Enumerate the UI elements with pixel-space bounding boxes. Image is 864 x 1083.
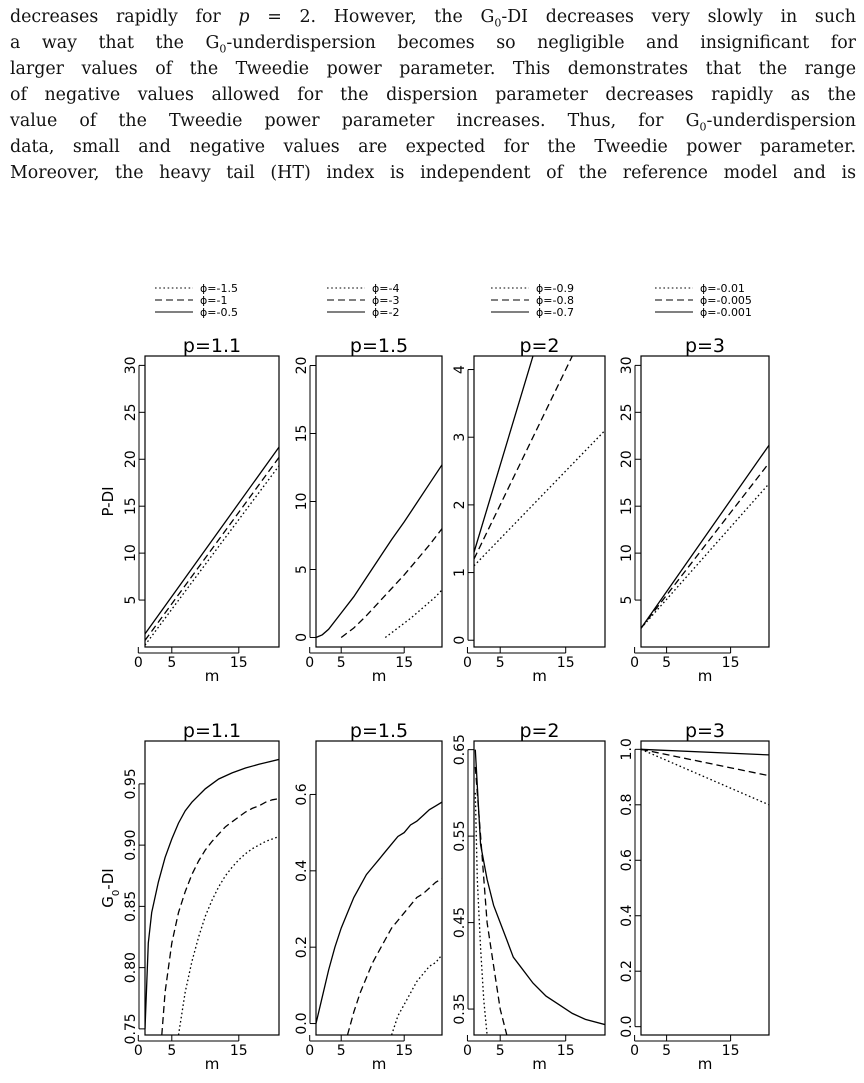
series-line	[474, 356, 572, 559]
series-line	[641, 445, 769, 628]
legend-label: ϕ=-1	[200, 294, 228, 307]
plot-frame	[316, 741, 442, 1035]
legend-label: ϕ=-0.8	[536, 294, 574, 307]
y-tick-label: 1.0	[619, 738, 635, 761]
legend-label: ϕ=-0.7	[536, 306, 574, 319]
y-tick-label: 0.2	[619, 960, 635, 983]
series-line	[145, 466, 279, 645]
plot-frame	[641, 741, 769, 1035]
x-tick-label: 15	[395, 1043, 414, 1059]
series-line	[145, 447, 279, 634]
panel-0-0	[99, 335, 279, 685]
y-tick-label: 0.90	[123, 829, 139, 861]
panel-title: p=3	[684, 720, 726, 742]
x-tick-label: 0	[630, 1043, 640, 1059]
x-axis-label: m	[697, 667, 713, 685]
panel-1-0	[99, 720, 279, 1073]
legend-label: ϕ=-0.9	[536, 282, 574, 295]
y-tick-label: 15	[123, 497, 139, 516]
x-tick-label: 0	[133, 1043, 143, 1059]
y-tick-label: 0.35	[452, 993, 468, 1025]
x-tick-label: 15	[229, 1043, 248, 1059]
y-axis-label: $G_0-DI$	[99, 868, 122, 908]
series-line	[179, 837, 280, 1036]
x-axis-label: m	[532, 1055, 547, 1073]
y-tick-label: 0.0	[294, 1012, 310, 1035]
series-line	[641, 749, 769, 805]
series-line	[641, 484, 769, 629]
x-tick-label: 15	[556, 1043, 575, 1059]
series-line	[348, 879, 443, 1036]
panel-title: p=3	[684, 335, 726, 357]
x-axis-label: m	[204, 1055, 220, 1073]
y-tick-label: 0.0	[619, 1015, 635, 1038]
legend-label: ϕ=-4	[372, 282, 400, 295]
y-axis-label: P-DI	[99, 486, 117, 517]
legend-label: ϕ=-0.5	[200, 306, 238, 319]
paragraph-line: larger values of the Tweedie power parameter. This demonstrates that the range	[10, 59, 856, 79]
paragraph-line: data, small and negative values are expected for the Tweedie power parameter.	[10, 137, 856, 157]
y-tick-label: 20	[294, 356, 310, 375]
paragraph-line: of negative values allowed for the dispersion parameter decreases rapidly as the	[10, 85, 856, 105]
series-line	[641, 749, 769, 775]
y-tick-label: 30	[123, 356, 139, 375]
y-tick-label: 0.2	[294, 936, 310, 959]
y-tick-label: 0.4	[294, 859, 310, 882]
x-tick-label: 5	[167, 655, 177, 671]
y-tick-label: 0.95	[123, 768, 139, 800]
panel-title: p=1.5	[349, 335, 409, 357]
y-tick-label: 5	[294, 565, 310, 574]
y-tick-label: 0	[294, 633, 310, 642]
x-axis-label: m	[204, 667, 220, 685]
body-paragraph	[10, 4, 856, 186]
series-line	[385, 590, 442, 638]
x-tick-label: 15	[395, 655, 414, 671]
x-tick-label: 5	[662, 655, 672, 671]
y-tick-label: 0.6	[619, 849, 635, 872]
x-tick-label: 0	[462, 655, 472, 671]
x-axis-label: m	[697, 1055, 713, 1073]
y-tick-label: 0.85	[123, 890, 139, 922]
y-tick-label: 0.55	[452, 820, 468, 852]
panel-1-1	[294, 720, 442, 1073]
paragraph-line: Moreover, the heavy tail (HT) index is independent of the reference model and is	[10, 163, 856, 183]
y-tick-label: 0.8	[619, 793, 635, 816]
y-tick-label: 0.65	[452, 734, 468, 766]
x-tick-label: 15	[229, 655, 248, 671]
y-tick-label: 25	[619, 403, 635, 422]
x-tick-label: 0	[462, 1043, 472, 1059]
legend-label: ϕ=-0.005	[700, 294, 752, 307]
legend-label: ϕ=-0.001	[700, 306, 752, 319]
plot-frame	[316, 356, 442, 647]
panel-title: p=1.5	[349, 720, 409, 742]
plot-frame	[474, 356, 605, 647]
x-tick-label: 0	[305, 655, 315, 671]
y-tick-label: 10	[123, 544, 139, 563]
y-tick-label: 0.4	[619, 904, 635, 927]
panel-1-2	[452, 720, 605, 1073]
plot-frame	[474, 741, 605, 1035]
panel-0-3	[619, 335, 769, 685]
y-tick-label: 15	[294, 424, 310, 443]
series-line	[316, 802, 442, 1023]
series-line	[341, 529, 442, 638]
x-tick-label: 5	[167, 1043, 177, 1059]
y-tick-label: 15	[619, 497, 635, 516]
plot-frame	[641, 356, 769, 647]
x-tick-label: 0	[133, 655, 143, 671]
x-axis-label: m	[371, 667, 387, 685]
legend-label: ϕ=-3	[372, 294, 400, 307]
series-line	[162, 799, 279, 1035]
series-line	[475, 793, 487, 1035]
series-line	[641, 463, 769, 628]
x-tick-label: 15	[721, 655, 740, 671]
legend-label: ϕ=-2	[372, 306, 400, 319]
y-tick-label: 4	[452, 365, 468, 374]
x-tick-label: 5	[336, 655, 346, 671]
y-tick-label: 10	[294, 492, 310, 511]
panel-title: p=2	[519, 335, 560, 357]
y-tick-label: 5	[619, 595, 635, 605]
paragraph-line: decreases rapidly for p = 2. However, the $G_0-DI$ decreases very slowly in such	[10, 7, 856, 30]
x-tick-label: 5	[495, 1043, 505, 1059]
panel-title: p=1.1	[182, 720, 242, 742]
y-tick-label: 25	[123, 403, 139, 422]
plot-frame	[145, 356, 279, 647]
series-line	[475, 767, 507, 1035]
x-tick-label: 0	[305, 1043, 315, 1059]
series-line	[474, 430, 605, 565]
legend-label: ϕ=-1.5	[200, 282, 238, 295]
series-line	[641, 749, 769, 755]
x-tick-label: 15	[556, 655, 575, 671]
panel-0-1	[294, 335, 442, 685]
panel-title: p=2	[519, 720, 560, 742]
y-tick-label: 0	[452, 635, 468, 645]
x-tick-label: 5	[495, 655, 505, 671]
paragraph-line: value of the Tweedie power parameter increases. Thus, for $G_0$-underdispersion	[10, 111, 856, 134]
series-line	[316, 465, 442, 638]
legend-label: ϕ=-0.01	[700, 282, 745, 295]
y-tick-label: 0.80	[123, 952, 139, 984]
x-tick-label: 15	[721, 1043, 740, 1059]
y-tick-label: 30	[619, 356, 635, 375]
x-tick-label: 5	[662, 1043, 672, 1059]
y-tick-label: 1	[452, 568, 468, 578]
y-tick-label: 2	[452, 500, 468, 510]
y-tick-label: 0.6	[294, 783, 310, 806]
y-tick-label: 0.45	[452, 907, 468, 939]
x-tick-label: 0	[630, 655, 640, 671]
x-axis-label: m	[532, 667, 547, 685]
y-tick-label: 0.75	[123, 1013, 139, 1045]
x-axis-label: m	[371, 1055, 387, 1073]
series-line	[475, 750, 605, 1025]
y-tick-label: 20	[123, 450, 139, 469]
series-line	[392, 955, 442, 1035]
panel-0-2	[452, 335, 605, 685]
y-tick-label: 5	[123, 595, 139, 605]
y-tick-label: 20	[619, 450, 635, 469]
figure-panel-grid	[0, 280, 864, 1083]
panel-1-3	[619, 720, 769, 1073]
y-tick-label: 3	[452, 432, 468, 442]
series-line	[145, 457, 279, 640]
panel-title: p=1.1	[182, 335, 242, 357]
x-tick-label: 5	[336, 1043, 346, 1059]
y-tick-label: 10	[619, 544, 635, 563]
paragraph-line: a way that the $G_0$-underdispersion becomes so negligible and insignificant for	[10, 33, 856, 56]
